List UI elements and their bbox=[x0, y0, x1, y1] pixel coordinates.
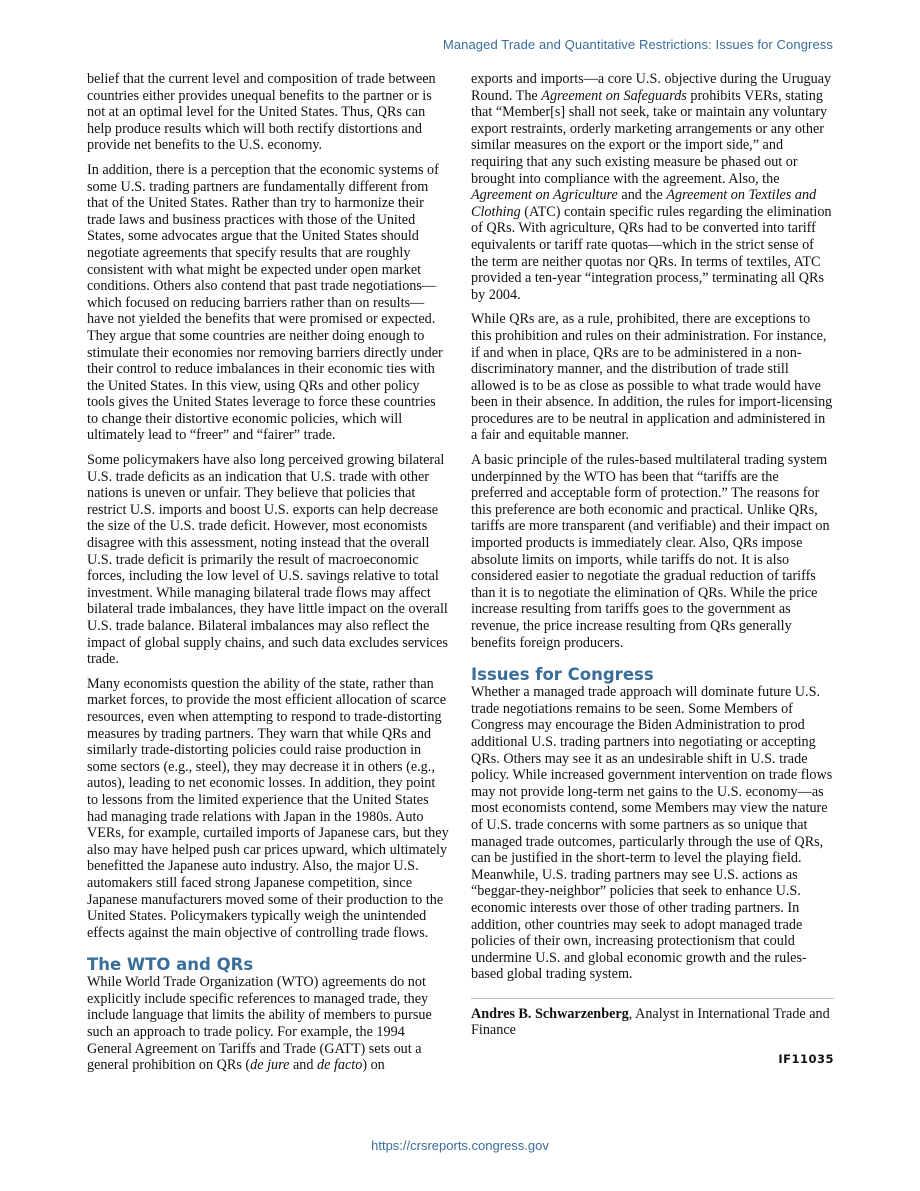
left-column bbox=[87, 71, 449, 1082]
paragraph: belief that the current level and composition of trade between countries either provides unequal benefits to the partner or is not at an optimal level for the United States. Thus, QRs can help produce results which will both rectify distortions and provide net benefits to the U.S. economy. bbox=[87, 71, 436, 154]
paragraph bbox=[471, 71, 834, 303]
running-header: Managed Trade and Quantitative Restrictions: Issues for Congress bbox=[442, 37, 833, 52]
italic-term: Agreement on Agriculture bbox=[471, 187, 618, 204]
right-column bbox=[471, 71, 834, 1068]
paragraph bbox=[87, 974, 449, 1074]
footer-url[interactable]: https://crsreports.congress.gov bbox=[371, 1138, 549, 1153]
section-heading-issues: Issues for Congress bbox=[471, 665, 654, 685]
text-span: While World Trade Organization (WTO) agreements do not explicitly include specific references to managed trade, they include language that limits the ability of members to pursue such an approach to trade policy. For example, the 1994 General Agreement on Tariffs and Trade (GATT) sets out a general prohibition on QRs ( bbox=[87, 974, 432, 1074]
author-title: , Analyst in International Trade and Finance bbox=[471, 1005, 830, 1039]
author-name: Andres B. Schwarzenberg bbox=[471, 1005, 629, 1022]
italic-term: Agreement on Safeguards bbox=[541, 87, 687, 104]
italic-term: de facto bbox=[317, 1057, 363, 1074]
section-heading-wto: The WTO and QRs bbox=[87, 955, 254, 975]
text-span: and bbox=[289, 1057, 317, 1074]
paragraph: In addition, there is a perception that the economic systems of some U.S. trading partners are fundamentally different from that of the United States. Rather than try to harmonize their trade laws and business practices with those of the United States, some advocates argue that the United States should negotiate agreements that specify results that are roughly consistent with what might be expected under open market conditions. Others also contend that past trade negotiations—which focused on reducing barriers rather than on results—have not yielded the benefits that were promised or expected. They argue that some countries are neither doing enough to stimulate their economies nor removing barriers directly under their control to reduce imbalances in their economic ties with the United States. In this view, using QRs and other policy tools gives the United States leverage to force these countries to change their distortive economic policies, which will ultimately lead to “freer” and “fairer” trade. bbox=[87, 161, 443, 444]
italic-term: Agreement on Textiles and Clothing bbox=[471, 187, 817, 220]
paragraph: Whether a managed trade approach will dominate future U.S. trade negotiations remains to be seen. Some Members of Congress may encourage the Biden Administration to prod additional U.S. trading partners into negotiating or accepting QRs. Others may see it as an undesirable shift in U.S. trade policy. While increased government intervention on trade flows may not provide long-term net gains to the U.S. economy—as most economists contend, some Members may view the nature of U.S. trade concerns with some partners as so unique that managed trade outcomes, particularly through the use of QRs, can be justified in the short-term to level the playing field. Meanwhile, U.S. trading partners may see U.S. actions as “beggar-they-neighbor” policies that seek to enhance U.S. economic interests over those of other trading partners. In addition, other countries may seek to adopt managed trade policies of their own, increasing protectionism that could undermine U.S. and global economic growth and the rules-based global trading system. bbox=[471, 684, 833, 983]
paragraph: While QRs are, as a rule, prohibited, there are exceptions to this prohibition and rules on their administration. For instance, if and when in place, QRs are to be administered in a non-discriminatory manner, and the distribution of trade still allowed is to be as close as possible to what trade would have been in their absence. In addition, the rules for import-licensing procedures are to be neutral in application and administered in a fair and equitable manner. bbox=[471, 311, 833, 444]
text-span: ) on bbox=[362, 1057, 385, 1074]
divider bbox=[471, 998, 834, 999]
text-span: and the bbox=[617, 187, 667, 204]
author-line bbox=[471, 1006, 834, 1039]
paragraph: A basic principle of the rules-based multilateral trading system underpinned by the WTO has been that “tariffs are the preferred and acceptable form of protection.” The reasons for this preference are both economic and practical. Unlike QRs, tariffs are more transparent (and verifiable) and their impact on imported products is immediately clear. Also, QRs impose absolute limits on imports, while tariffs do not. It is also considered easier to negotiate the gradual reduction of tariffs than it is to negotiate the elimination of QRs. While the price increase resulting from tariffs goes to the government as revenue, the price increase resulting from QRs generally benefits foreign producers. bbox=[471, 452, 830, 651]
text-span: exports and imports—a core U.S. objective during the Uruguay Round. The bbox=[471, 71, 832, 104]
text-span: (ATC) contain specific rules regarding the elimination of QRs. With agriculture, QRs had to be converted into tariff equivalents or tariff rate quotas—which in the strict sense of the term are neither quotas nor QRs. In terms of textiles, ATC provided a ten-year “integration process,” terminating all QRs by 2004. bbox=[471, 203, 832, 303]
paragraph: Some policymakers have also long perceived growing bilateral U.S. trade deficits as an indication that U.S. trade with other nations is uneven or unfair. They believe that policies that restrict U.S. imports and boost U.S. exports can help decrease the size of the U.S. trade deficit. However, most economists disagree with this assessment, noting instead that the overall U.S. trade deficit is primarily the result of macroeconomic forces, including the low level of U.S. savings relative to total investment. While managing bilateral trade flows may affect bilateral trade imbalances, they have little impact on the overall U.S. trade balance. Bilateral imbalances may also reflect the impact of global supply chains, and such data excludes services trade. bbox=[87, 452, 448, 668]
report-id: IF11035 bbox=[778, 1052, 834, 1067]
paragraph: Many economists question the ability of the state, rather than market forces, to provide the most efficient allocation of scarce resources, even when attempting to respond to trade-distorting measures by trading partners. They warn that while QRs and similarly trade-distorting policies could raise production in some sectors (e.g., steel), they may decrease it in others (e.g., autos), leading to net economic losses. In addition, they point to lessons from the limited experience that the United States had managing trade relations with Japan in the 1980s. Auto VERs, for example, curtailed imports of Japanese cars, but they also may have helped push car prices upward, which ultimately benefitted the Japanese auto industry. Also, the major U.S. automakers still faced strong Japanese competition, since Japanese manufacturers moved some of their production to the United States. Policymakers typically weigh the unintended effects against the main objective of controlling trade flows. bbox=[87, 675, 449, 941]
text-span: prohibits VERs, stating that “Member[s] shall not seek, take or maintain any voluntary export restraints, orderly marketing arrangements or any other similar measures on the export or the import side,” and requiring that any such existing measure be phased out or brought into compliance with the agreement. Also, the bbox=[471, 87, 828, 187]
italic-term: de jure bbox=[250, 1057, 290, 1074]
